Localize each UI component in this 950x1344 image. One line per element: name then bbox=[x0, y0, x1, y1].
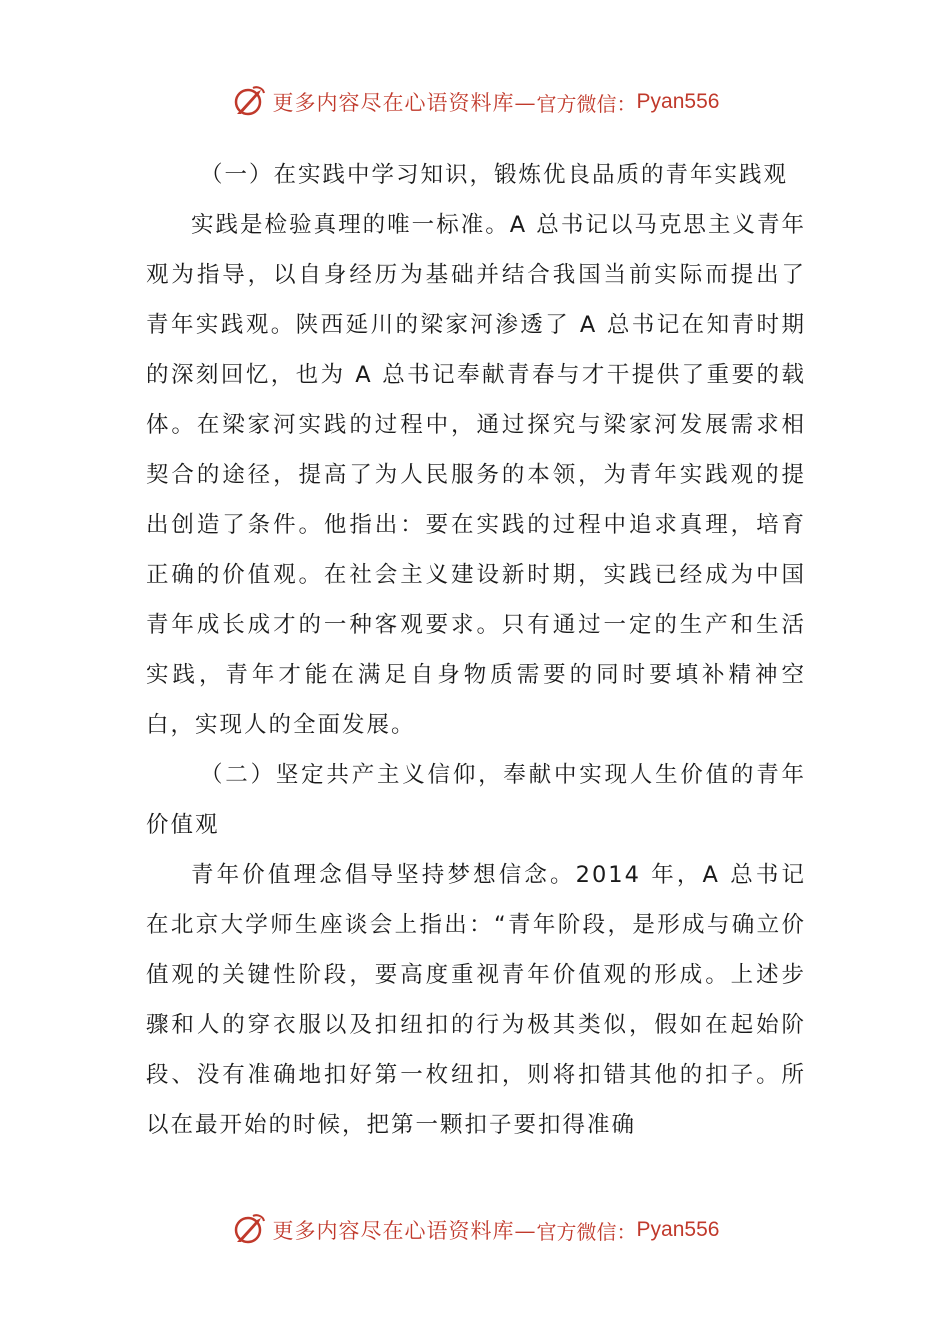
document-body bbox=[146, 150, 806, 1150]
banner-wechat-id: Pyan556 bbox=[636, 1218, 720, 1241]
banner-wechat-label: 官方微信： bbox=[536, 91, 637, 116]
pen-logo-icon bbox=[231, 1212, 267, 1248]
banner-main-text: 更多内容尽在心语资料库— bbox=[272, 91, 537, 115]
body-paragraph-1: 实践是检验真理的唯一标准。A 总书记以马克思主义青年观为指导，以自身经历为基础并结合我国当前实际而提出了青年实践观。陕西延川的梁家河渗透了 A 总书记在知青时期的深刻回忆，也为 A 总书记奉献青春与才干提供了重要的载体。在梁家河实践的过程中，通过探究与梁家河发展需求相契合的途径，提高了为人民服务的本领，为青年实践观的提出创造了条件。他指出：要在实践的过程中追求真理，培育正确的价值观。在社会主义建设新时期，实践已经成为中国青年成长成才的一种客观要求。只有通过一定的生产和生活实践，青年才能在满足自身物质需要的同时要填补精神空白，实现人的全面发展。 bbox=[146, 212, 806, 738]
section-heading-1: （一）在实践中学习知识，锻炼优良品质的青年实践观 bbox=[200, 162, 789, 188]
pen-logo-icon bbox=[231, 84, 267, 120]
footer-watermark-banner bbox=[0, 1208, 950, 1252]
banner-main-text: 更多内容尽在心语资料库— bbox=[272, 1219, 537, 1243]
section-heading-2: （二）坚定共产主义信仰，奉献中实现人生价值的青年价值观 bbox=[146, 762, 806, 838]
body-paragraph-2: 青年价值理念倡导坚持梦想信念。2014 年，A 总书记在北京大学师生座谈会上指出：“青年阶段，是形成与确立价值观的关键性阶段，要高度重视青年价值观的形成。上述步骤和人的穿衣服以及扣纽扣的行为极其类似，假如在起始阶段、没有准确地扣好第一枚纽扣，则将扣错其他的扣子。所以在最开始的时候，把第一颗扣子要扣得准确 bbox=[146, 862, 806, 1138]
header-watermark-banner bbox=[0, 80, 950, 124]
banner-wechat-label: 官方微信： bbox=[536, 1219, 637, 1244]
banner-wechat-id: Pyan556 bbox=[636, 90, 720, 113]
